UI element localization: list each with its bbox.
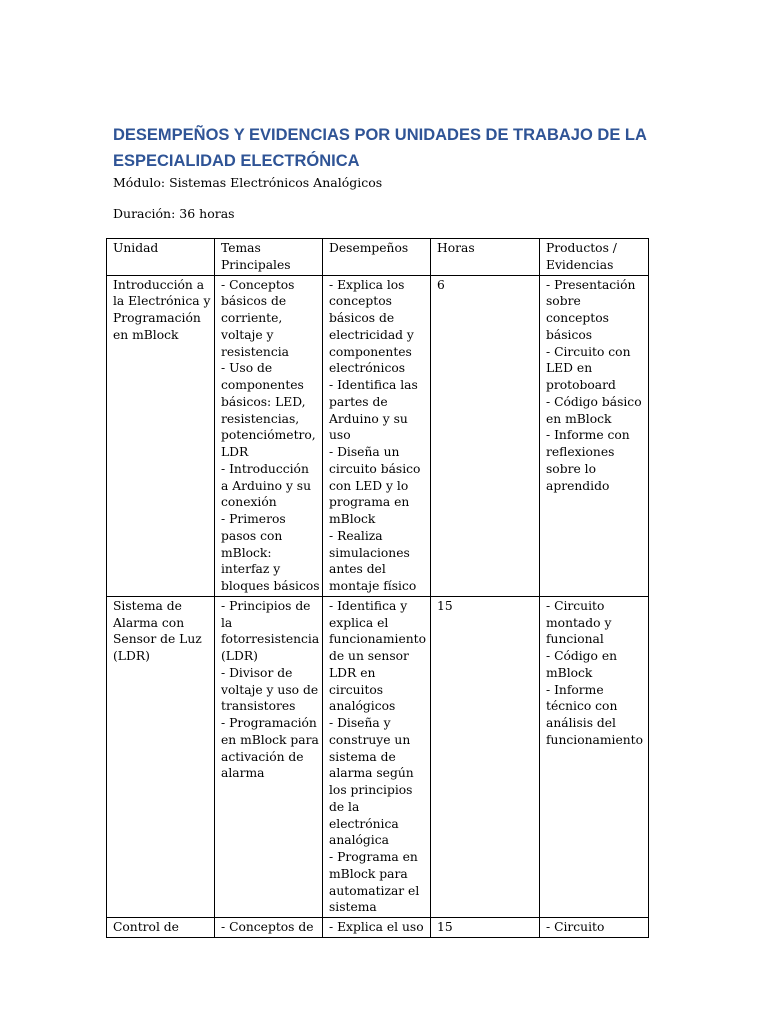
cell-horas: 15 [431, 596, 540, 917]
cell-productos: - Circuito [540, 918, 649, 938]
table-row [107, 596, 649, 917]
cell-temas: - Conceptos básicos de corriente, voltaje y resistencia - Uso de componentes básicos: LED, resistencias, potenciómetro, LDR - Introducción a Arduino y su conexión - Primeros pasos con mBlock: interfaz y bloques básicos [215, 275, 323, 596]
cell-temas: - Conceptos de [215, 918, 323, 938]
module-line: Módulo: Sistemas Electrónicos Analógicos [113, 175, 383, 190]
cell-unidad: Introducción a la Electrónica y Programación en mBlock [107, 275, 215, 596]
cell-temas: - Principios de la fotorresistencia (LDR) - Divisor de voltaje y uso de transistores - Programación en mBlock para activación de alarma [215, 596, 323, 917]
document-title: DESEMPEÑOS Y EVIDENCIAS POR UNIDADES DE TRABAJO DE LA ESPECIALIDAD ELECTRÓNICA [113, 126, 647, 170]
table-header-row [107, 239, 649, 276]
header-unidad: Unidad [107, 239, 215, 276]
cell-productos: - Circuito montado y funcional - Código en mBlock - Informe técnico con análisis del funcionamiento [540, 596, 649, 917]
cell-desempenos: - Explica el uso [323, 918, 431, 938]
table-row [107, 275, 649, 596]
header-productos: Productos / Evidencias [540, 239, 649, 276]
units-table [106, 238, 649, 938]
cell-productos: - Presentación sobre conceptos básicos - Circuito con LED en protoboard - Código básico en mBlock - Informe con reflexiones sobre lo aprendido [540, 275, 649, 596]
cell-horas: 6 [431, 275, 540, 596]
cell-desempenos: - Identifica y explica el funcionamiento de un sensor LDR en circuitos analógicos - Diseña y construye un sistema de alarma según los principios de la electrónica analógica - Programa en mBlock para automatizar el sistema [323, 596, 431, 917]
header-temas: Temas Principales [215, 239, 323, 276]
header-horas: Horas [431, 239, 540, 276]
cell-desempenos: - Explica los conceptos básicos de electricidad y componentes electrónicos - Identifica las partes de Arduino y su uso - Diseña un circuito básico con LED y lo programa en mBlock - Realiza simulaciones antes del montaje físico [323, 275, 431, 596]
cell-unidad: Sistema de Alarma con Sensor de Luz (LDR) [107, 596, 215, 917]
duration-line: Duración: 36 horas [113, 206, 235, 221]
cell-horas: 15 [431, 918, 540, 938]
cell-unidad: Control de [107, 918, 215, 938]
table-row [107, 918, 649, 938]
header-desempenos: Desempeños [323, 239, 431, 276]
